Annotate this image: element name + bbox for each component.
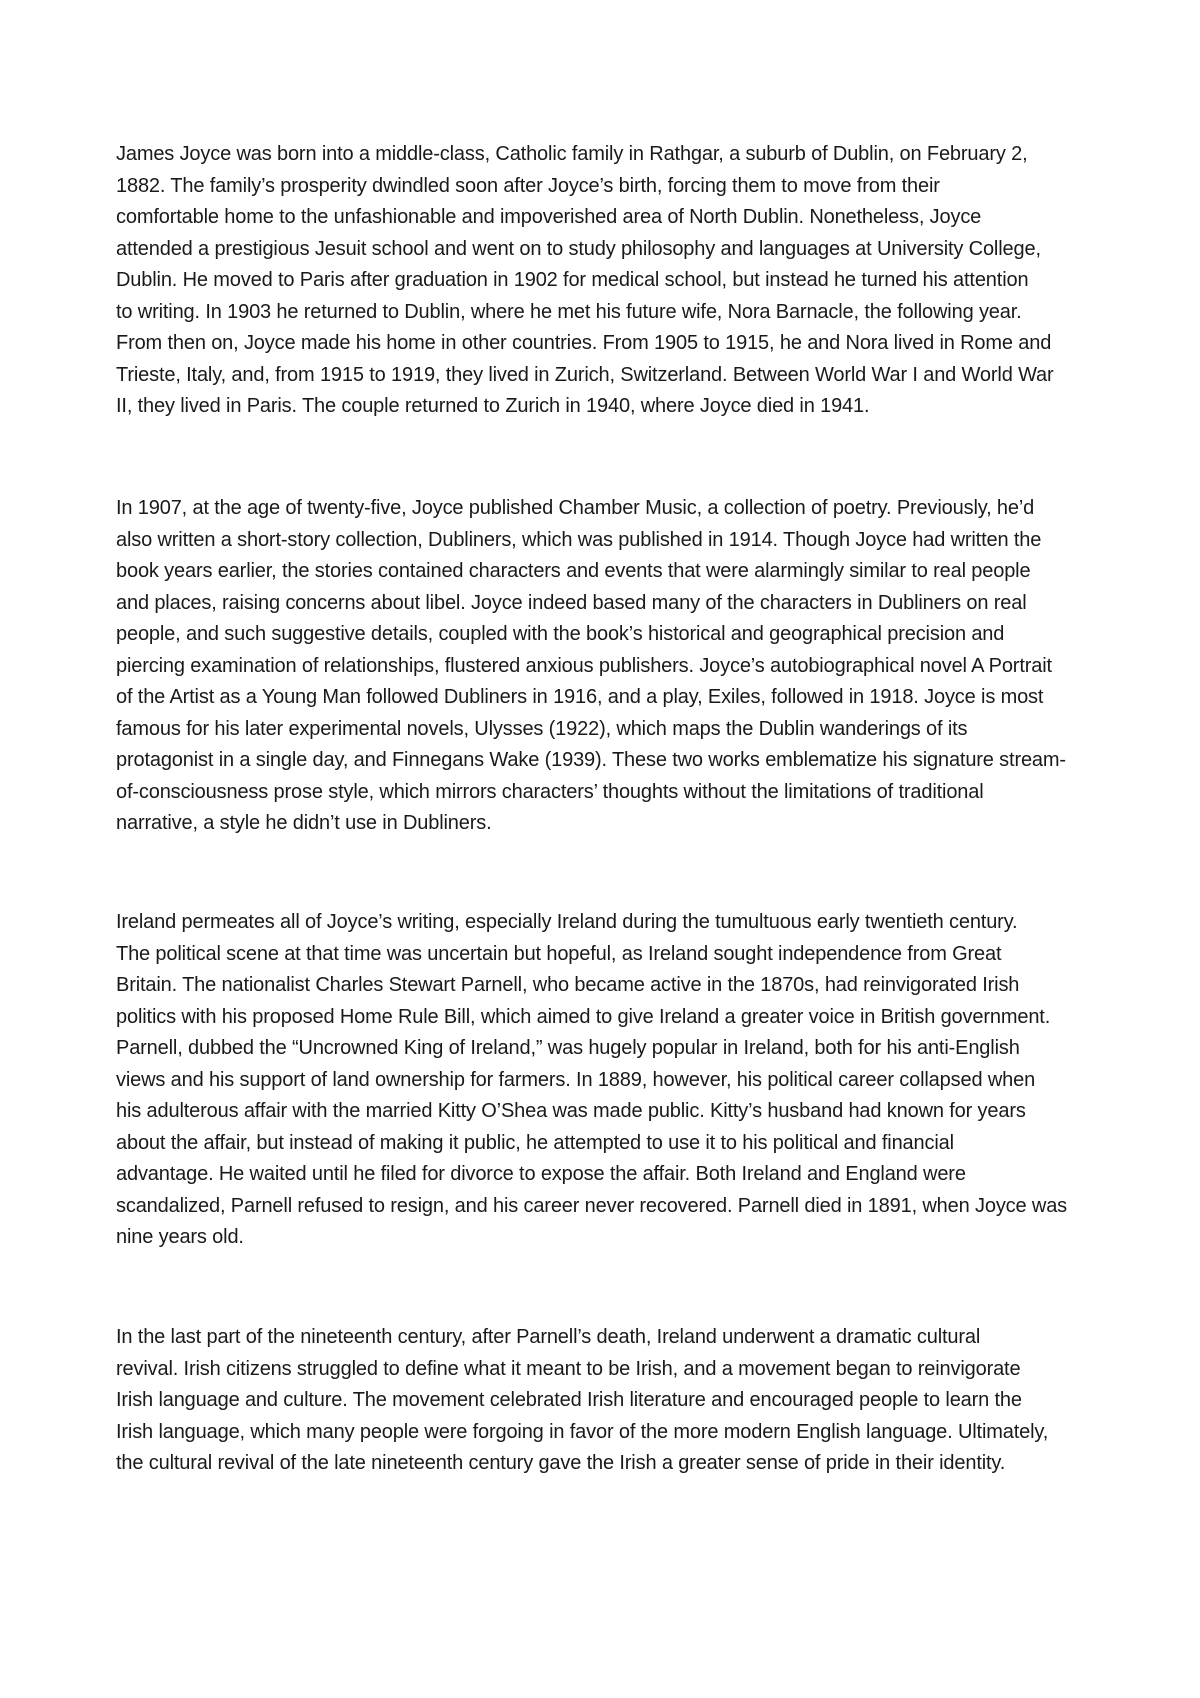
- text-line: protagonist in a single day, and Finnegans Wake (1939). These two works emblematize his signature stream-: [116, 749, 1066, 771]
- text-line: to writing. In 1903 he returned to Dublin, where he met his future wife, Nora Barnacle, the following year.: [116, 300, 1022, 323]
- paragraph-2: [116, 493, 1096, 840]
- text-line: Ireland permeates all of Joyce’s writing, especially Ireland during the tumultuous early twentieth century.: [116, 911, 1018, 933]
- text-line: about the affair, but instead of making it public, he attempted to use it to his political and financial: [116, 1131, 954, 1154]
- text-line: the cultural revival of the late nineteenth century gave the Irish a greater sense of pride in their identity.: [116, 1452, 1006, 1474]
- text-line: In 1907, at the age of twenty-five, Joyce published Chamber Music, a collection of poetry. Previously, he’d: [116, 497, 1035, 519]
- paragraph-3: [116, 907, 1096, 1254]
- text-line: revival. Irish citizens struggled to define what it meant to be Irish, and a movement began to reinvigorate: [116, 1357, 1021, 1380]
- text-line: 1882. The family’s prosperity dwindled soon after Joyce’s birth, forcing them to move from their: [116, 174, 940, 197]
- text-line: The political scene at that time was uncertain but hopeful, as Ireland sought independence from Great: [116, 942, 1002, 965]
- text-line: James Joyce was born into a middle-class, Catholic family in Rathgar, a suburb of Dublin, on February 2,: [116, 143, 1028, 165]
- text-line: also written a short-story collection, Dubliners, which was published in 1914. Though Joyce had written the: [116, 528, 1042, 551]
- text-line: book years earlier, the stories contained characters and events that were alarmingly similar to real people: [116, 560, 1031, 582]
- text-line: Trieste, Italy, and, from 1915 to 1919, they lived in Zurich, Switzerland. Between World War I and World War: [116, 363, 1054, 386]
- text-line: of the Artist as a Young Man followed Dubliners in 1916, and a play, Exiles, followed in 1918. Joyce is most: [116, 686, 1044, 708]
- text-line: nine years old.: [116, 1226, 244, 1248]
- text-line: Britain. The nationalist Charles Stewart Parnell, who became active in the 1870s, had reinvigorated Irish: [116, 974, 1020, 996]
- text-line: From then on, Joyce made his home in other countries. From 1905 to 1915, he and Nora lived in Rome and: [116, 332, 1052, 354]
- text-line: people, and such suggestive details, coupled with the book’s historical and geographical precision and: [116, 623, 1005, 645]
- text-line: his adulterous affair with the married Kitty O’Shea was made public. Kitty’s husband had known for years: [116, 1100, 1026, 1122]
- text-line: Irish language, which many people were forgoing in favor of the more modern English language. Ultimately,: [116, 1420, 1049, 1443]
- paragraph-1: [116, 139, 1096, 423]
- text-line: comfortable home to the unfashionable and impoverished area of North Dublin. Nonetheless, Joyce: [116, 206, 982, 228]
- text-line: Irish language and culture. The movement celebrated Irish literature and encouraged people to learn the: [116, 1389, 1022, 1411]
- text-line: narrative, a style he didn’t use in Dubliners.: [116, 812, 492, 834]
- text-line: politics with his proposed Home Rule Bill, which aimed to give Ireland a greater voice in British government.: [116, 1005, 1051, 1028]
- text-line: piercing examination of relationships, flustered anxious publishers. Joyce’s autobiographical novel A Portrait: [116, 654, 1052, 677]
- text-line: famous for his later experimental novels, Ulysses (1922), which maps the Dublin wanderings of its: [116, 717, 968, 740]
- text-line: scandalized, Parnell refused to resign, and his career never recovered. Parnell died in 1891, when Joyce was: [116, 1194, 1068, 1217]
- text-line: In the last part of the nineteenth century, after Parnell’s death, Ireland underwent a dramatic cultural: [116, 1326, 981, 1348]
- text-line: advantage. He waited until he filed for divorce to expose the affair. Both Ireland and England were: [116, 1163, 966, 1185]
- text-line: and places, raising concerns about libel. Joyce indeed based many of the characters in Dubliners on real: [116, 591, 1027, 614]
- paragraph-4: [116, 1322, 1096, 1480]
- text-line: attended a prestigious Jesuit school and went on to study philosophy and languages at University College,: [116, 237, 1041, 260]
- text-line: Dublin. He moved to Paris after graduation in 1902 for medical school, but instead he turned his attention: [116, 269, 1029, 291]
- text-line: Parnell, dubbed the “Uncrowned King of Ireland,” was hugely popular in Ireland, both for his anti-English: [116, 1037, 1020, 1059]
- text-line: of-consciousness prose style, which mirrors characters’ thoughts without the limitations of traditional: [116, 780, 984, 803]
- text-line: II, they lived in Paris. The couple returned to Zurich in 1940, where Joyce died in 1941.: [116, 395, 870, 417]
- text-line: views and his support of land ownership for farmers. In 1889, however, his political career collapsed when: [116, 1068, 1036, 1091]
